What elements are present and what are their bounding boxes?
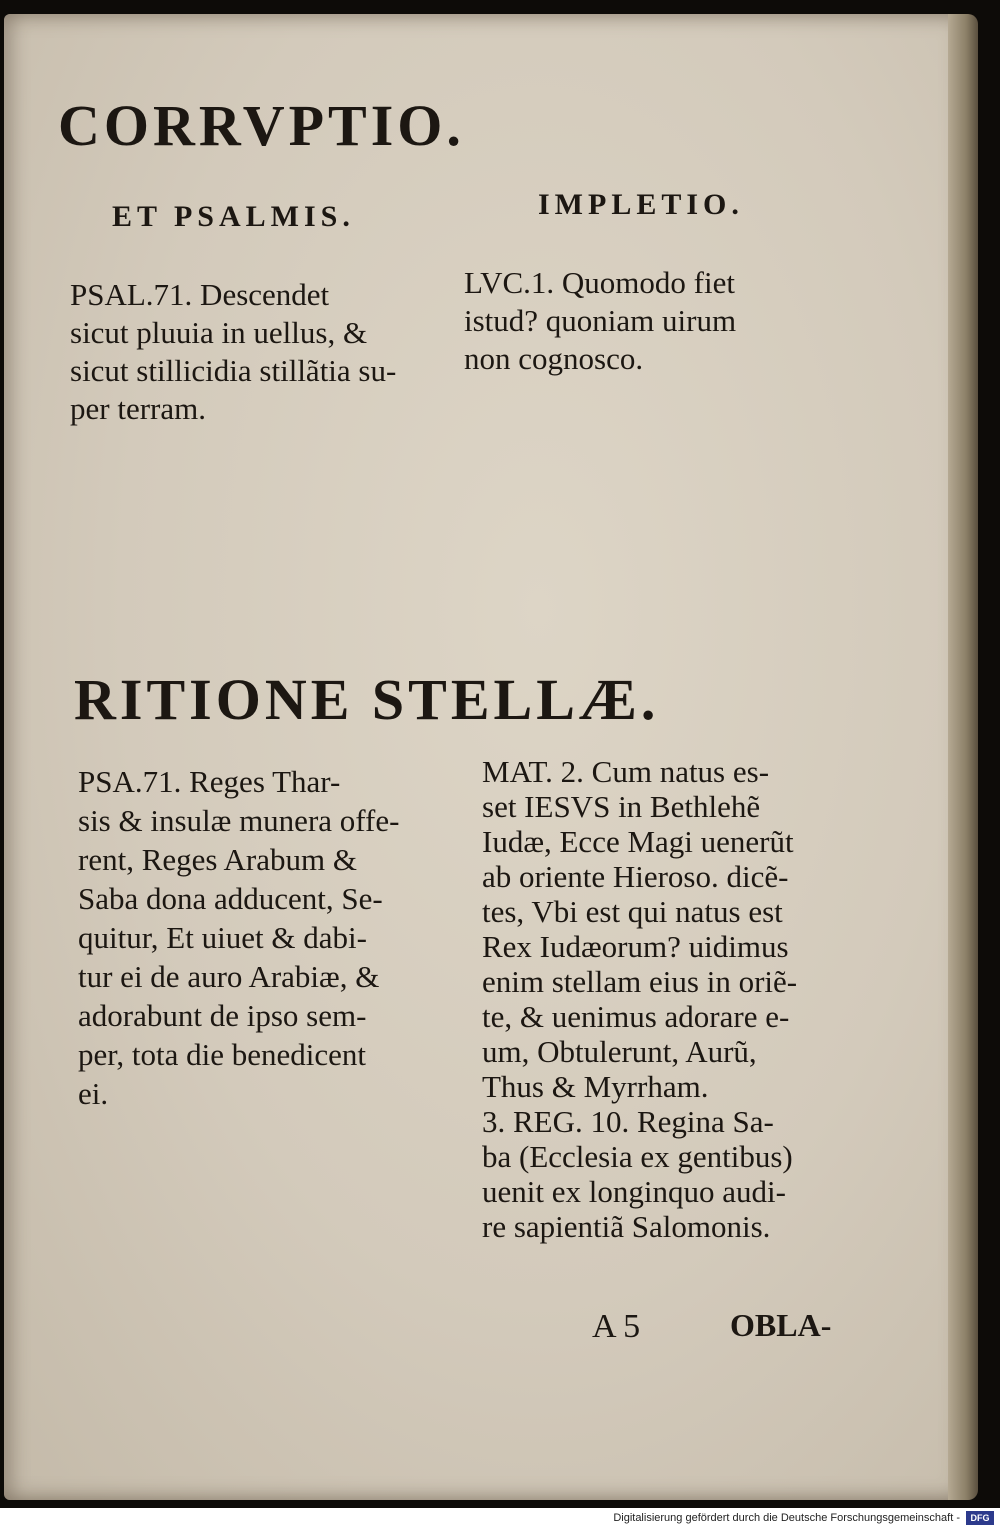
text-line: sis & insulæ munera offe- — [78, 803, 400, 838]
text-line: quitur, Et uiuet & dabi- — [78, 920, 367, 955]
text-line: PSA.71. Reges Thar- — [78, 764, 341, 799]
text-line: MAT. 2. Cum natus es- — [482, 754, 770, 789]
text-line: Rex Iudæorum? uidimus — [482, 929, 789, 964]
section1-right-text — [464, 264, 736, 378]
text-line: per terram. — [70, 391, 206, 426]
text-line: ba (Ecclesia ex gentibus) — [482, 1139, 793, 1174]
book-page — [4, 14, 976, 1500]
text-line: set IESVS in Bethlehẽ — [482, 789, 761, 824]
text-line: non cognosco. — [464, 341, 644, 376]
section2-left-text — [78, 762, 399, 1113]
text-line: sicut stillicidia stillãtia su- — [70, 353, 397, 388]
footer-text: Digitalisierung gefördert durch die Deutsche Forschungsgemeinschaft - — [613, 1512, 960, 1524]
text-line: tes, Vbi est qui natus est — [482, 894, 783, 929]
left-subheading: ET PSALMIS. — [112, 200, 355, 233]
text-line: rent, Reges Arabum & — [78, 842, 357, 877]
text-line: Iudæ, Ecce Magi uenerũt — [482, 824, 794, 859]
text-line: ei. — [78, 1076, 109, 1111]
section1-left-text — [70, 276, 396, 428]
text-line: te, & uenimus adorare e- — [482, 999, 790, 1034]
text-line: Thus & Myrrham. — [482, 1069, 709, 1104]
section2-right-text — [482, 754, 797, 1244]
text-line: ab oriente Hieroso. dicẽ- — [482, 859, 789, 894]
text-line: uenit ex longinquo audi- — [482, 1174, 786, 1209]
top-heading: CORRVPTIO. — [58, 93, 465, 158]
text-line: PSAL.71. Descendet — [70, 277, 330, 312]
text-line: adorabunt de ipso sem- — [78, 998, 367, 1033]
text-line: Saba dona adducent, Se- — [78, 881, 383, 916]
text-line: tur ei de auro Arabiæ, & — [78, 959, 380, 994]
page-edge — [948, 14, 978, 1500]
footer-bar — [0, 1508, 1000, 1529]
text-line: 3. REG. 10. Regina Sa- — [482, 1104, 774, 1139]
text-line: LVC.1. Quomodo fiet — [464, 265, 735, 300]
mid-heading: RITIONE STELLÆ. — [74, 667, 660, 732]
text-line: re sapientiã Salomonis. — [482, 1209, 771, 1244]
text-line: um, Obtulerunt, Aurũ, — [482, 1034, 757, 1069]
signature-mark: A 5 — [592, 1308, 641, 1345]
dfg-logo: DFG — [966, 1511, 994, 1525]
text-line: istud? quoniam uirum — [464, 303, 737, 338]
text-line: per, tota die benedicent — [78, 1037, 366, 1072]
text-line: enim stellam eius in oriẽ- — [482, 964, 798, 999]
text-line: sicut pluuia in uellus, & — [70, 315, 368, 350]
catchword: OBLA- — [730, 1307, 832, 1343]
right-subheading: IMPLETIO. — [538, 188, 744, 221]
